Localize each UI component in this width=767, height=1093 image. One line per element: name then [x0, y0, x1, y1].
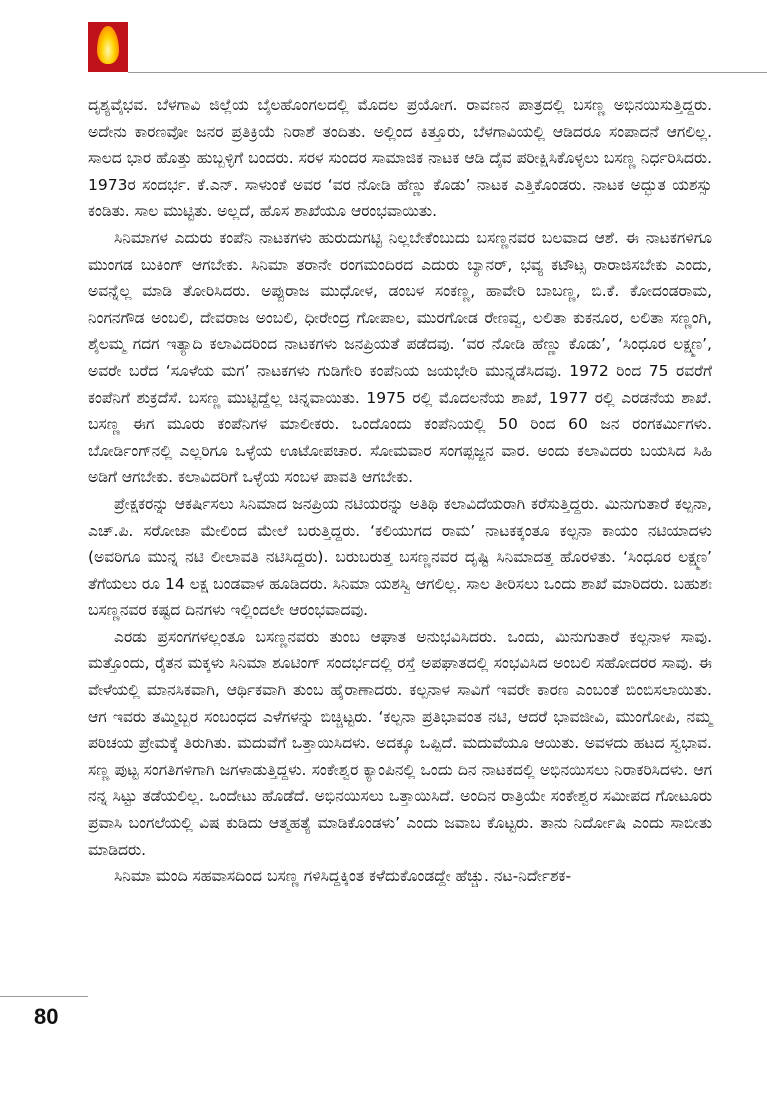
- footer-divider: [0, 996, 88, 997]
- paragraph: ಸಿನಿಮಾ ಮಂದಿ ಸಹವಾಸದಿಂದ ಬಸಣ್ಣ ಗಳಿಸಿದ್ದಕ್ಕಿಂತ ಕಳೆದುಕೊಂಡದ್ದೇ ಹೆಚ್ಚು. ನಟ-ನಿರ್ದೇಶಕ-: [114, 867, 572, 886]
- lamp-logo: [88, 22, 128, 72]
- article-body: [88, 92, 712, 890]
- lamp-flame-icon: [97, 26, 119, 64]
- paragraph: ಪ್ರೇಕ್ಷಕರನ್ನು ಆಕರ್ಷಿಸಲು ಸಿನಿಮಾದ ಜನಪ್ರಿಯ ನಟಿಯರನ್ನು ಅತಿಥಿ ಕಲಾವಿದೆಯರಾಗಿ ಕರೆಸುತ್ತಿದ್ದರು. ಮಿನುಗುತಾರೆ ಕಲ್ಪನಾ, ಎಚ್.ಪಿ. ಸರೋಜಾ ಮೇಲಿಂದ ಮೇಲೆ ಬರುತ್ತಿದ್ದರು. ‘ಕಲಿಯುಗದ ರಾಮ’ ನಾಟಕಕ್ಕಂತೂ ಕಲ್ಪನಾ ಕಾಯಂ ನಟಿಯಾದಳು (ಅವರಿಗೂ ಮುನ್ನ ನಟಿ ಲೀಲಾವತಿ ನಟಿಸಿದ್ದರು). ಬರುಬರುತ್ತ ಬಸಣ್ಣನವರ ದೃಷ್ಟಿ ಸಿನಿಮಾದತ್ತ ಹೊರಳಿತು. ‘ಸಿಂಧೂರ ಲಕ್ಷ್ಮಣ’ ತೆಗೆಯಲು ರೂ 14 ಲಕ್ಷ ಬಂಡವಾಳ ಹೂಡಿದರು. ಸಿನಿಮಾ ಯಶಸ್ವಿ ಆಗಲಿಲ್ಲ. ಸಾಲ ತೀರಿಸಲು ಒಂದು ಶಾಖೆ ಮಾರಿದರು. ಬಹುಶಃ ಬಸಣ್ಣನವರ ಕಷ್ಟದ ದಿನಗಳು ಇಲ್ಲಿಂದಲೇ ಆರಂಭವಾದವು.: [88, 494, 712, 620]
- paragraph: ದೃಶ್ಯವೈಭವ. ಬೆಳಗಾವಿ ಜಿಲ್ಲೆಯ ಬೈಲಹೊಂಗಲದಲ್ಲಿ ಮೊದಲ ಪ್ರಯೋಗ. ರಾವಣನ ಪಾತ್ರದಲ್ಲಿ ಬಸಣ್ಣ ಅಭಿನಯಿಸುತ್ತಿದ್ದರು. ಅದೇನು ಕಾರಣವೋ ಜನರ ಪ್ರತಿಕ್ರಿಯೆ ನಿರಾಶೆ ತಂದಿತು. ಅಲ್ಲಿಂದ ಕಿತ್ತೂರು, ಬೆಳಗಾವಿಯಲ್ಲಿ ಆಡಿದರೂ ಸಂಪಾದನೆ ಆಗಲಿಲ್ಲ. ಸಾಲದ ಭಾರ ಹೊತ್ತು ಹುಬ್ಬಳ್ಳಿಗೆ ಬಂದರು. ಸರಳ ಸುಂದರ ಸಾಮಾಜಿಕ ನಾಟಕ ಆಡಿ ದೈವ ಪರೀಕ್ಷಿಸಿಕೊಳ್ಳಲು ಬಸಣ್ಣ ನಿರ್ಧರಿಸಿದರು. 1973ರ ಸಂದರ್ಭ. ಕೆ.ಎನ್. ಸಾಳುಂಕೆ ಅವರ ‘ವರ ನೋಡಿ ಹೆಣ್ಣು ಕೊಡು’ ನಾಟಕ ಎತ್ತಿಕೊಂಡರು. ನಾಟಕ ಅದ್ಭುತ ಯಶಸ್ಸು ಕಂಡಿತು. ಸಾಲ ಮುಟ್ಟಿತು. ಅಲ್ಲದೆ, ಹೊಸ ಶಾಖೆಯೂ ಆರಂಭವಾಯಿತು.: [88, 96, 712, 221]
- page-number: 80: [34, 1004, 59, 1029]
- paragraph: ಎರಡು ಪ್ರಸಂಗಗಳಲ್ಲಂತೂ ಬಸಣ್ಣನವರು ತುಂಬ ಆಘಾತ ಅನುಭವಿಸಿದರು. ಒಂದು, ಮಿನುಗುತಾರೆ ಕಲ್ಪನಾಳ ಸಾವು. ಮತ್ತೊಂದು, ರೈತನ ಮಕ್ಕಳು ಸಿನಿಮಾ ಶೂಟಿಂಗ್ ಸಂದರ್ಭದಲ್ಲಿ ರಸ್ತೆ ಅಪಘಾತದಲ್ಲಿ ಸಂಭವಿಸಿದ ಅಂಬಲಿ ಸಹೋದರರ ಸಾವು. ಈ ವೇಳೆಯಲ್ಲಿ ಮಾನಸಿಕವಾಗಿ, ಆರ್ಥಿಕವಾಗಿ ತುಂಬ ಹೈರಾಣಾದರು. ಕಲ್ಪನಾಳ ಸಾವಿಗೆ ಇವರೇ ಕಾರಣ ಎಂಬಂತೆ ಬಿಂಬಿಸಲಾಯಿತು. ಆಗ ಇವರು ತಮ್ಮಿಬ್ಬರ ಸಂಬಂಧದ ಎಳೆಗಳನ್ನು ಬಿಚ್ಚಿಟ್ಟರು. ‘ಕಲ್ಪನಾ ಪ್ರತಿಭಾವಂತ ನಟಿ, ಆದರೆ ಭಾವಜೀವಿ, ಮುಂಗೋಪಿ, ನಮ್ಮ ಪರಿಚಯ ಪ್ರೇಮಕ್ಕೆ ತಿರುಗಿತು. ಮದುವೆಗೆ ಒತ್ತಾಯಿಸಿದಳು. ಅದಕ್ಕೂ ಒಪ್ಪಿದೆ. ಮದುವೆಯೂ ಆಯಿತು. ಅವಳದು ಹಟದ ಸ್ವಭಾವ. ಸಣ್ಣ ಪುಟ್ಟ ಸಂಗತಿಗಳಿಗಾಗಿ ಜಗಳಾಡುತ್ತಿದ್ದಳು. ಸಂಕೇಶ್ವರ ಕ್ಯಾಂಪಿನಲ್ಲಿ ಒಂದು ದಿನ ನಾಟಕದಲ್ಲಿ ಅಭಿನಯಿಸಲು ನಿರಾಕರಿಸಿದಳು. ಆಗ ನನ್ನ ಸಿಟ್ಟು ತಡೆಯಲಿಲ್ಲ. ಒಂದೇಟು ಹೊಡೆದೆ. ಅಭಿನಯಿಸಲು ಒತ್ತಾಯಿಸಿದೆ. ಅಂದಿನ ರಾತ್ರಿಯೇ ಸಂಕೇಶ್ವರ ಸಮೀಪದ ಗೋಟೂರು ಪ್ರವಾಸಿ ಬಂಗಲೆಯಲ್ಲಿ ವಿಷ ಕುಡಿದು ಆತ್ಮಹತ್ಯೆ ಮಾಡಿಕೊಂಡಳು’ ಎಂದು ಜವಾಬ ಕೊಟ್ಟರು. ತಾನು ನಿರ್ದೋಷಿ ಎಂದು ಸಾಬೀತು ಮಾಡಿದರು.: [88, 627, 712, 859]
- paragraph: ಸಿನಿಮಾಗಳ ಎದುರು ಕಂಪೆನಿ ನಾಟಕಗಳು ಹುರುದುಗಟ್ಟಿ ನಿಲ್ಲಬೇಕೆಂಬುದು ಬಸಣ್ಣನವರ ಬಲವಾದ ಆಶೆ. ಈ ನಾಟಕಗಳಿಗೂ ಮುಂಗಡ ಬುಕಿಂಗ್ ಆಗಬೇಕು. ಸಿನಿಮಾ ತರಾನೇ ರಂಗಮಂದಿರದ ಎದುರು ಬ್ಯಾನರ್, ಭವ್ಯ ಕಟೌಟ್ಸ ರಾರಾಜಿಸಬೇಕು ಎಂದು, ಅವನ್ನೆಲ್ಲ ಮಾಡಿ ತೋರಿಸಿದರು. ಅಪ್ಪುರಾಜ ಮುಧೋಳ, ಡಂಬಳ ಸಂಕಣ್ಣ, ಹಾವೇರಿ ಬಾಬಣ್ಣ, ಬಿ.ಕೆ. ಕೋದಂಡರಾಮ, ನಿಂಗನಗೌಡ ಅಂಬಲಿ, ದೇವರಾಜ ಅಂಬಲಿ, ಧೀರೇಂದ್ರ ಗೋಪಾಲ, ಮುರಗೋಡ ರೇಣವ್ವ, ಲಲಿತಾ ಕುಕನೂರ, ಲಲಿತಾ ಸಣ್ಣಂಗಿ, ಶೈಲಮ್ಮ ಗದಗ ಇತ್ಯಾದಿ ಕಲಾವಿದರಿಂದ ನಾಟಕಗಳು ಜನಪ್ರಿಯತೆ ಪಡೆದವು. ‘ವರ ನೋಡಿ ಹೆಣ್ಣು ಕೊಡು’, ‘ಸಿಂಧೂರ ಲಕ್ಷ್ಮಣ’, ಅವರೇ ಬರೆದ ‘ಸೂಳೆಯ ಮಗ’ ನಾಟಕಗಳು ಗುಡಿಗೇರಿ ಕಂಪೆನಿಯ ಜಯಭೇರಿ ಮುನ್ನಡೆಸಿದವು. 1972 ರಿಂದ 75 ರವರೆಗೆ ಕಂಪೆನಿಗೆ ಶುಕ್ರದೆಸೆ. ಬಸಣ್ಣ ಮುಟ್ಟಿದ್ದೆಲ್ಲ ಚಿನ್ನವಾಯಿತು. 1975 ರಲ್ಲಿ ಮೊದಲನೆಯ ಶಾಖೆ, 1977 ರಲ್ಲಿ ಎರಡನೆಯ ಶಾಖೆ. ಬಸಣ್ಣ ಈಗ ಮೂರು ಕಂಪೆನಿಗಳ ಮಾಲೀಕರು. ಒಂದೊಂದು ಕಂಪೆನಿಯಲ್ಲಿ 50 ರಿಂದ 60 ಜನ ರಂಗಕರ್ಮಿಗಳು. ಬೋರ್ಡಿಂಗ್‌ನಲ್ಲಿ ಎಲ್ಲರಿಗೂ ಒಳ್ಳೆಯ ಊಟೋಪಚಾರ. ಸೋಮವಾರ ಸಂಗಪ್ಪಜ್ಜನ ವಾರ. ಅಂದು ಕಲಾವಿದರು ಬಯಸಿದ ಸಿಹಿ ಅಡಿಗೆ ಆಗಬೇಕು. ಕಲಾವಿದರಿಗೆ ಒಳ್ಳೆಯ ಸಂಬಳ ಪಾವತಿ ಆಗಬೇಕು.: [88, 228, 712, 487]
- header-divider: [128, 72, 767, 73]
